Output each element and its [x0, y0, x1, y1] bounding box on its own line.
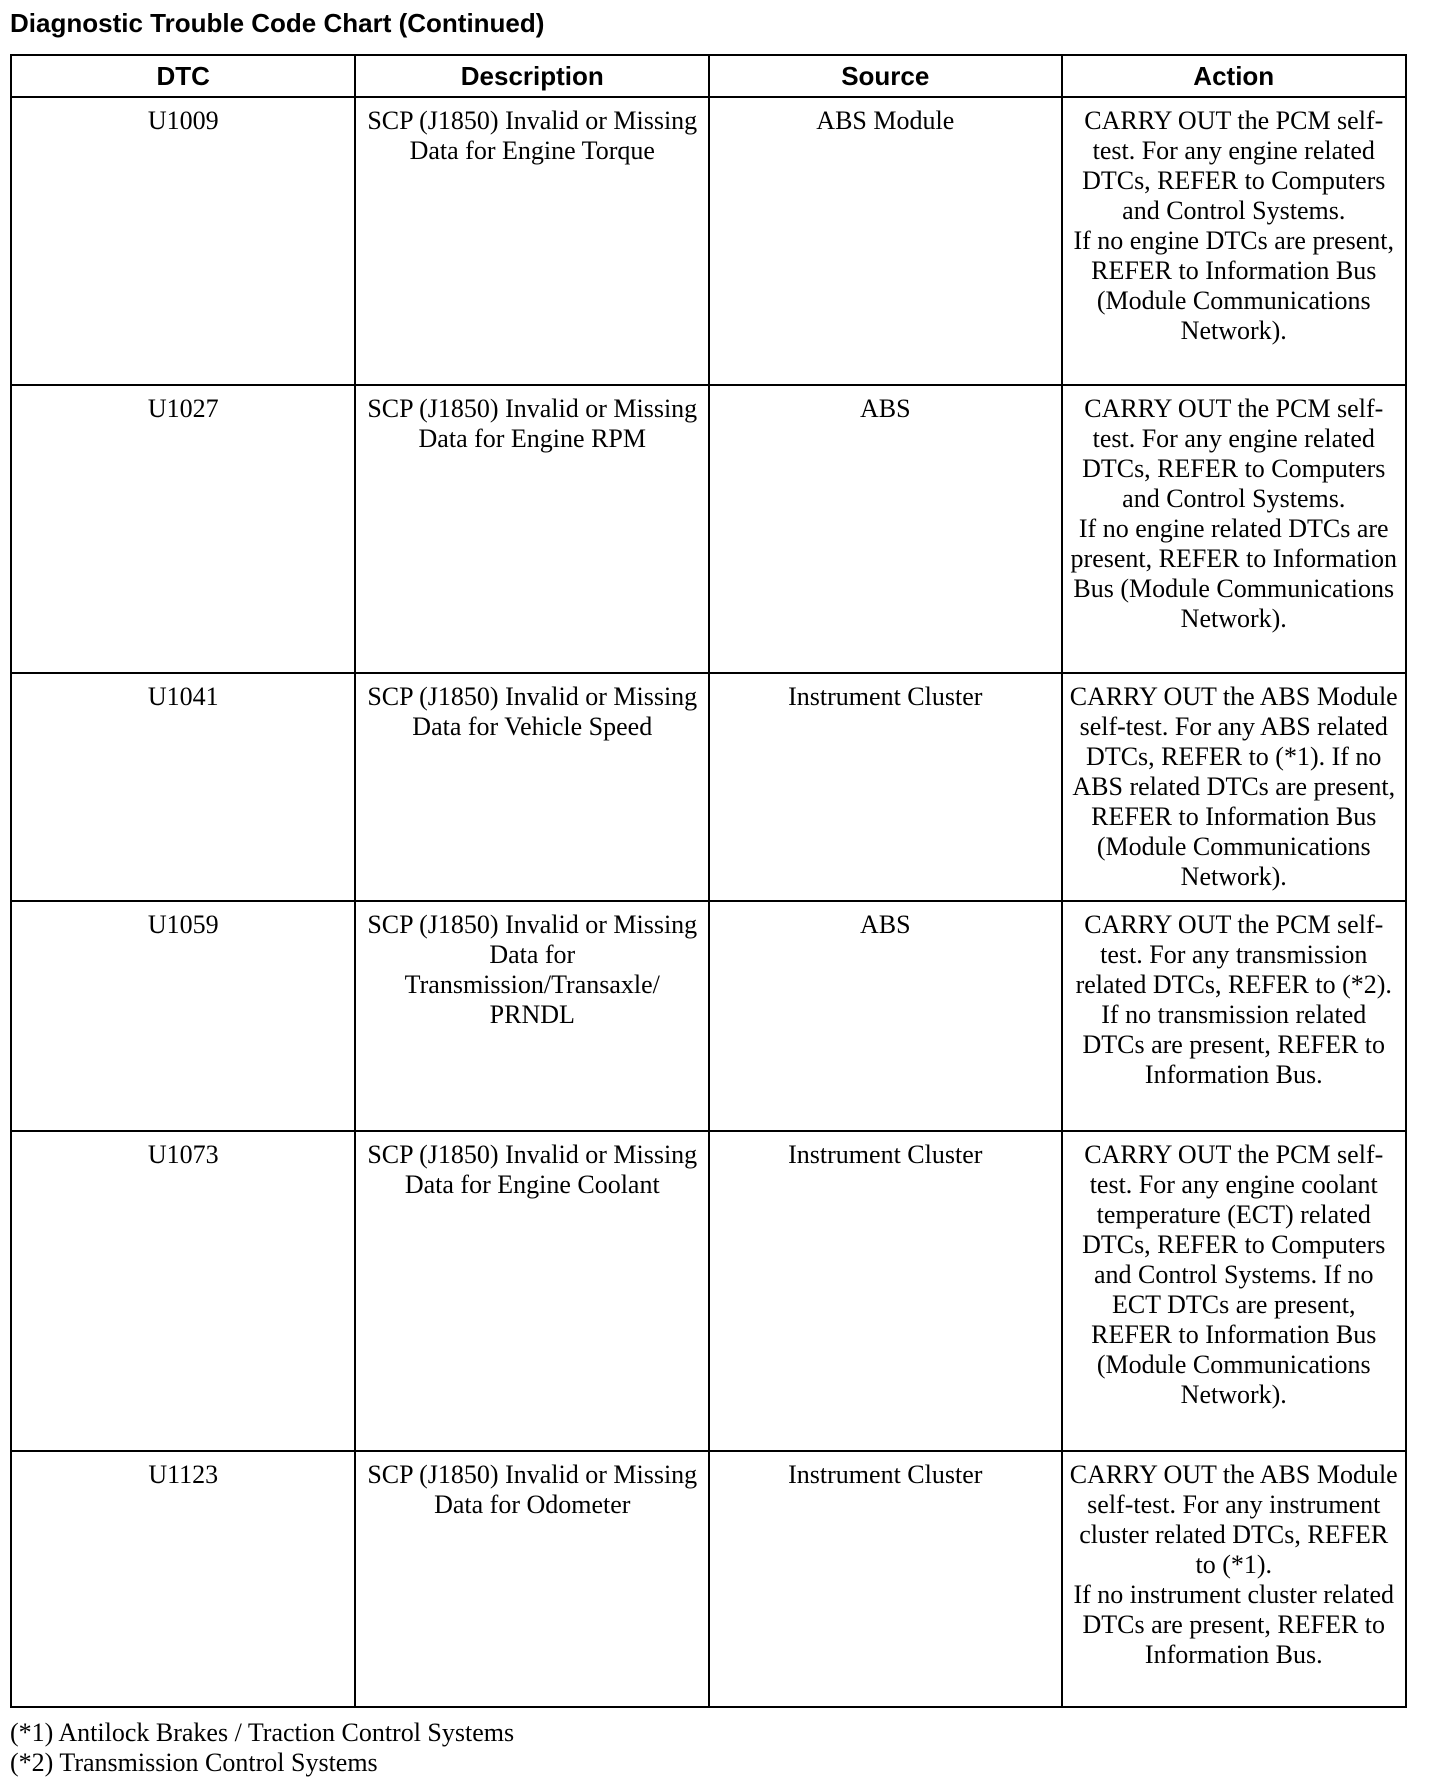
action-cell: CARRY OUT the PCM self-test. For any engine coolant temperature (ECT) related DTCs, REFER to Computers and Control Systems. If no ECT DTCs are present, REFER to Information Bus (Module Communications Network).: [1062, 1131, 1407, 1451]
dtc-cell: U1041: [11, 673, 355, 901]
source-cell: ABS: [709, 385, 1061, 673]
action-cell: CARRY OUT the PCM self-test. For any transmission related DTCs, REFER to (*2). If no transmission related DTCs are present, REFER to Information Bus.: [1062, 901, 1407, 1131]
description-cell: SCP (J1850) Invalid or Missing Data for Vehicle Speed: [355, 673, 709, 901]
chart-title: Diagnostic Trouble Code Chart (Continued): [10, 8, 545, 38]
footnote-2: (*2) Transmission Control Systems: [10, 1748, 378, 1777]
dtc-cell: U1073: [11, 1131, 355, 1451]
source-cell: Instrument Cluster: [709, 1451, 1061, 1707]
description-cell: SCP (J1850) Invalid or Missing Data for Transmission/Transaxle/ PRNDL: [355, 901, 709, 1131]
dtc-cell: U1027: [11, 385, 355, 673]
header-source: Source: [709, 55, 1061, 97]
header-action: Action: [1062, 55, 1407, 97]
dtc-table: [10, 54, 1407, 1708]
table-row: [11, 673, 1406, 901]
source-cell: Instrument Cluster: [709, 1131, 1061, 1451]
table-row: [11, 97, 1406, 385]
footnote-1: (*1) Antilock Brakes / Traction Control Systems: [10, 1718, 515, 1747]
source-cell: ABS: [709, 901, 1061, 1131]
action-cell: CARRY OUT the ABS Module self-test. For any ABS related DTCs, REFER to (*1). If no ABS related DTCs are present, REFER to Information Bus (Module Communications Network).: [1062, 673, 1407, 901]
description-cell: SCP (J1850) Invalid or Missing Data for Engine Torque: [355, 97, 709, 385]
description-cell: SCP (J1850) Invalid or Missing Data for Odometer: [355, 1451, 709, 1707]
header-dtc: DTC: [11, 55, 355, 97]
dtc-cell: U1009: [11, 97, 355, 385]
table-row: [11, 1451, 1406, 1707]
dtc-cell: U1059: [11, 901, 355, 1131]
table-row: [11, 901, 1406, 1131]
action-cell: CARRY OUT the PCM self-test. For any engine related DTCs, REFER to Computers and Control Systems. If no engine related DTCs are present, REFER to Information Bus (Module Communications Network).: [1062, 385, 1407, 673]
table-header-row: [11, 55, 1406, 97]
source-cell: ABS Module: [709, 97, 1061, 385]
action-cell: CARRY OUT the ABS Module self-test. For any instrument cluster related DTCs, REFER to (*1). If no instrument cluster related DTCs are present, REFER to Information Bus.: [1062, 1451, 1407, 1707]
description-cell: SCP (J1850) Invalid or Missing Data for Engine RPM: [355, 385, 709, 673]
source-cell: Instrument Cluster: [709, 673, 1061, 901]
description-cell: SCP (J1850) Invalid or Missing Data for Engine Coolant: [355, 1131, 709, 1451]
header-description: Description: [355, 55, 709, 97]
table-row: [11, 1131, 1406, 1451]
dtc-cell: U1123: [11, 1451, 355, 1707]
table-row: [11, 385, 1406, 673]
footnotes: [10, 1718, 514, 1778]
action-cell: CARRY OUT the PCM self-test. For any engine related DTCs, REFER to Computers and Control Systems. If no engine DTCs are present, REFER to Information Bus (Module Communications Network).: [1062, 97, 1407, 385]
